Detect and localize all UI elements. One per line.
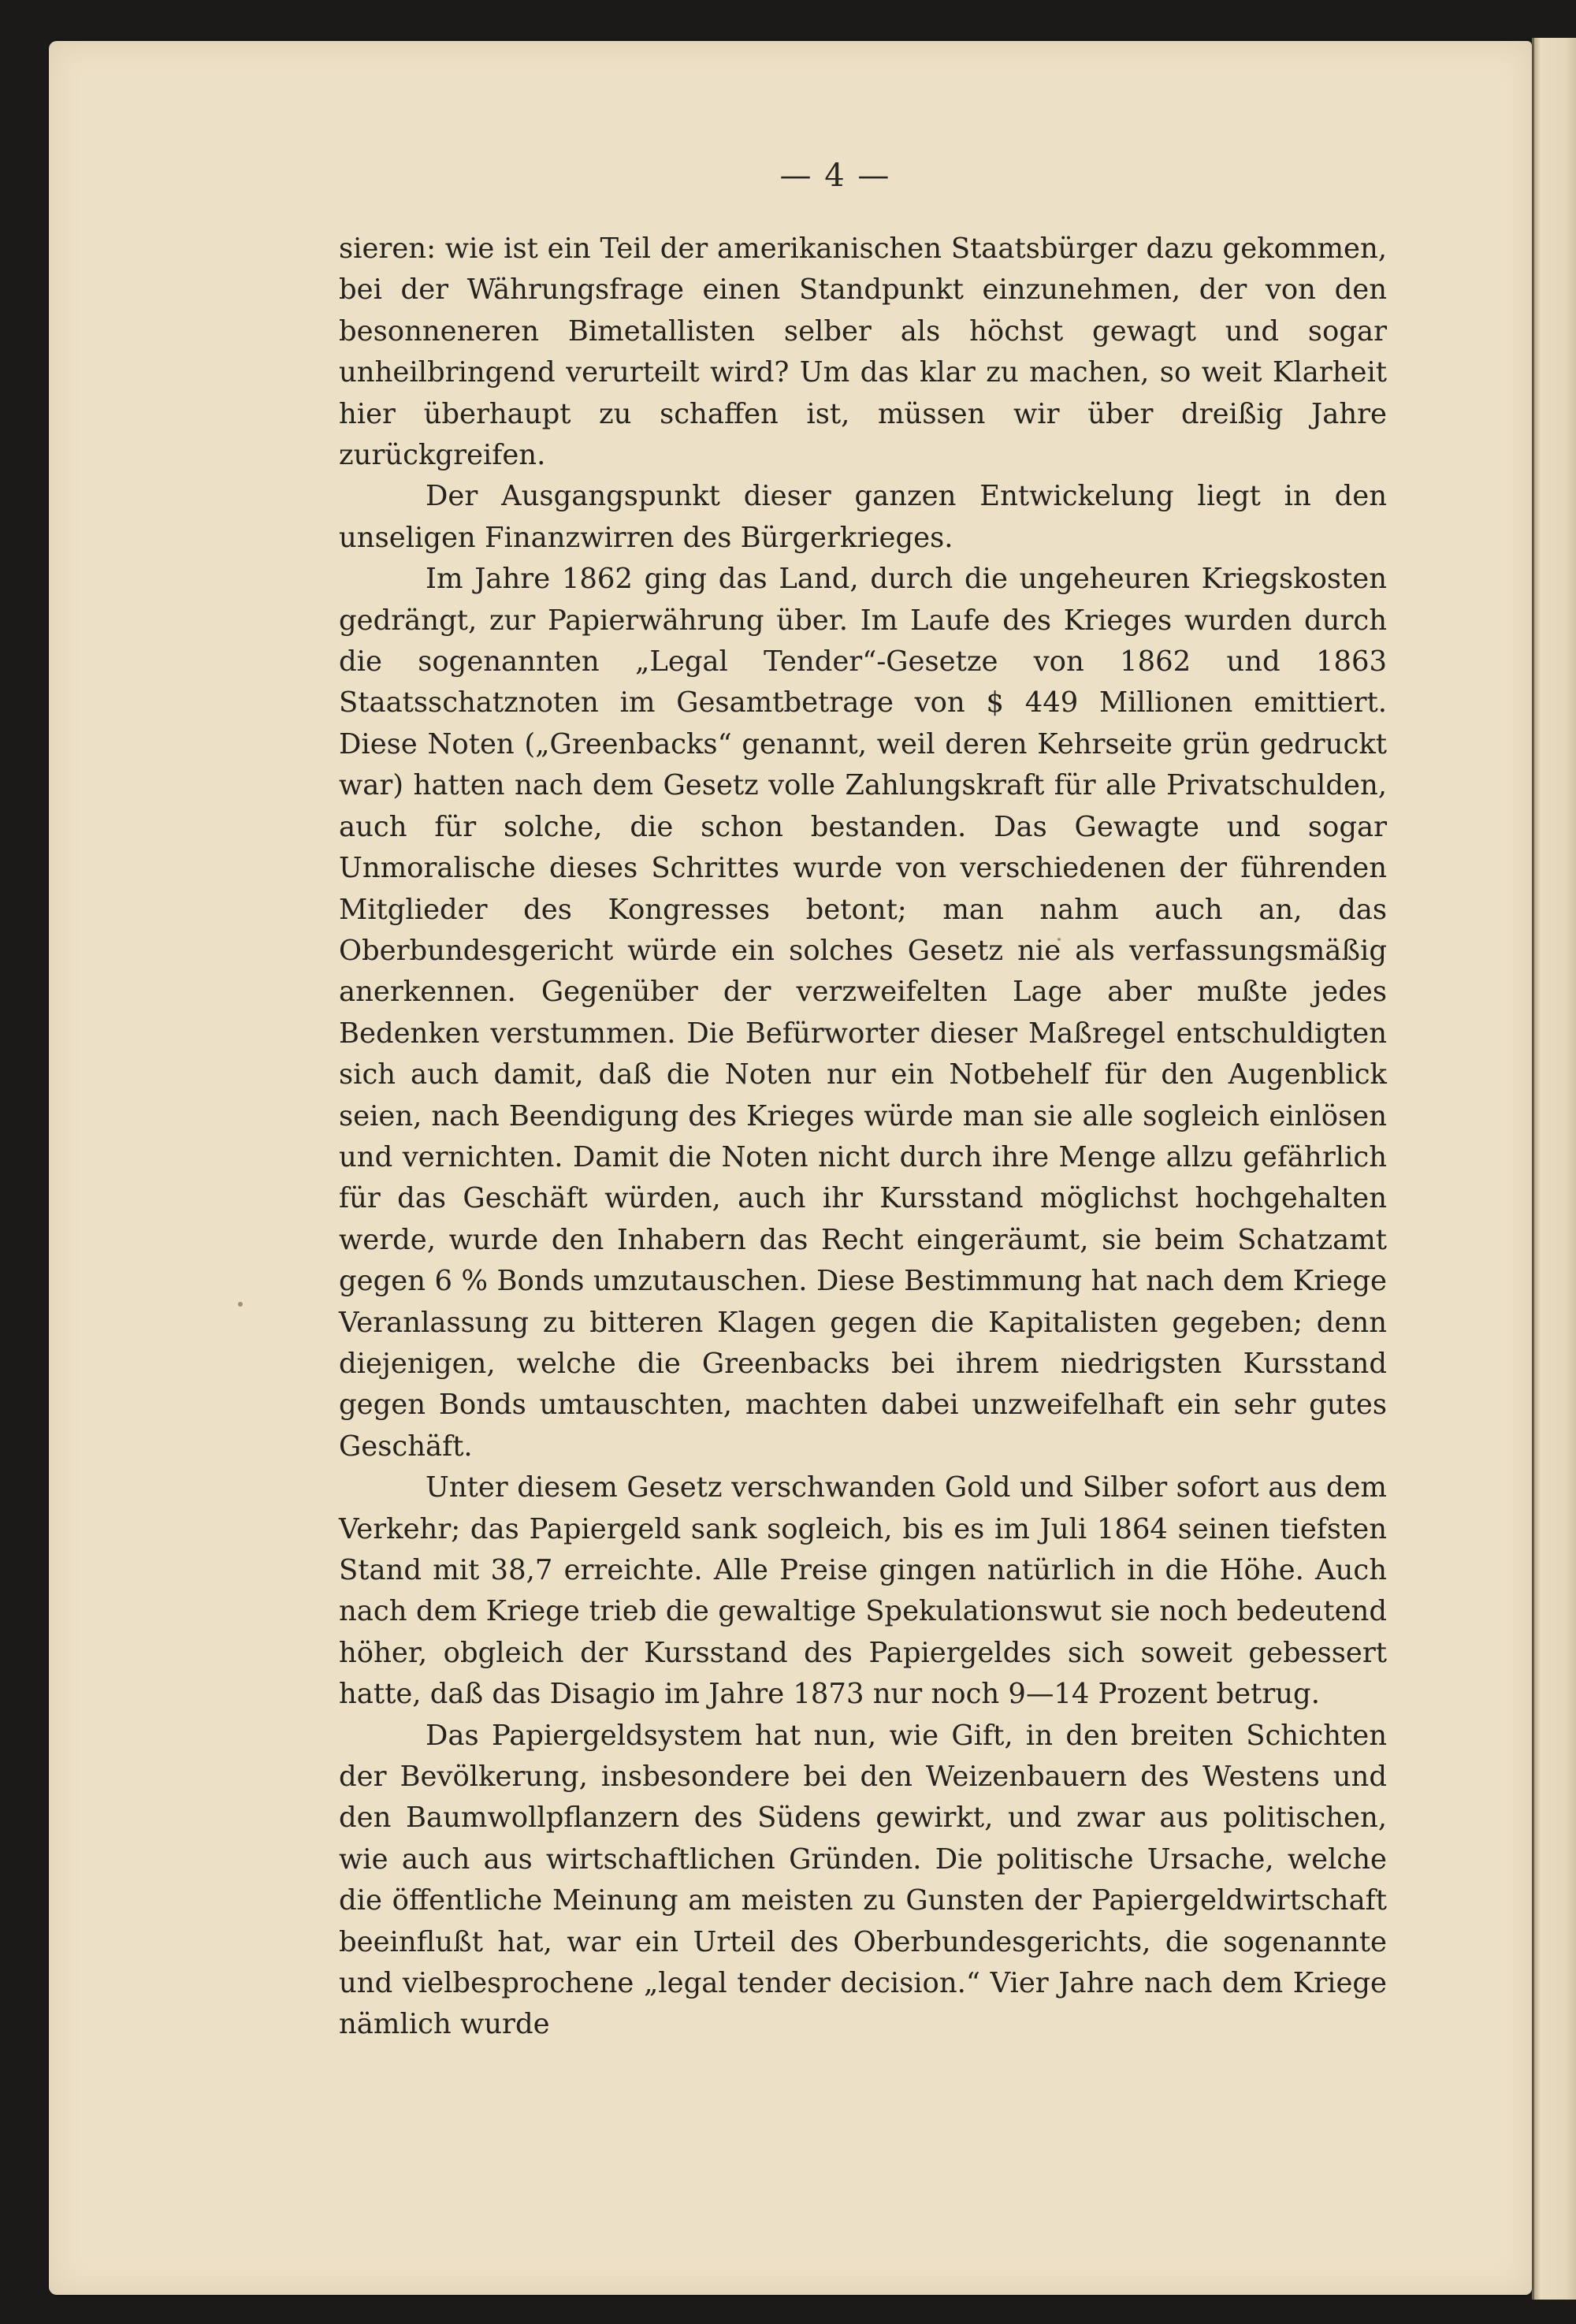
body-text [339, 229, 1387, 2088]
page-number: — 4 — [779, 158, 891, 194]
paragraph: sieren: wie ist ein Teil der amerikanischen Staatsbürger dazu gekommen, bei der Währungsfrage einen Standpunkt einzunehmen, der von den besonneneren Bimetallisten selber als höchst gewagt und sogar unheilbringend verurteilt wird? Um das klar zu machen, so weit Klarheit hier überhaupt zu schaffen ist, müssen wir über dreißig Jahre zurückgreifen. [339, 232, 1387, 472]
paper-speck [238, 1302, 243, 1307]
paragraph: Das Papiergeldsystem hat nun, wie Gift, in den breiten Schichten der Bevölkerung, insbesondere bei den Weizenbauern des Westens und den Baumwollpflanzern des Südens gewirkt, und zwar aus politischen, wie auch aus wirtschaftlichen Gründen. Die politische Ursache, welche die öffentliche Meinung am meisten zu Gunsten der Papiergeldwirtschaft beeinflußt hat, war ein Urteil des Oberbundesgerichts, die sogenannte und vielbesprochene „legal tender decision.“ Vier Jahre nach dem Kriege nämlich wurde [339, 1719, 1387, 2041]
paragraph: Der Ausgangspunkt dieser ganzen Entwickelung liegt in den unseligen Finanzwirren des Bürgerkrieges. [339, 480, 1387, 554]
paragraph: Im Jahre 1862 ging das Land, durch die ungeheuren Kriegskosten gedrängt, zur Papierwährung über. Im Laufe des Krieges wurden durch die sogenannten „Legal Tender“-Gesetze von 1862 und 1863 Staatsschatznoten im Gesamtbetrage von $ 449 Millionen emittiert. Diese Noten („Greenbacks“ genannt, weil deren Kehrseite grün gedruckt war) hatten nach dem Gesetz volle Zahlungskraft für alle Privatschulden, auch für solche, die schon bestanden. Das Gewagte und sogar Unmoralische dieses Schrittes wurde von verschiedenen der führenden Mitglieder des Kongresses betont; man nahm auch an, das Oberbundesgericht würde ein solches Gesetz nie als verfassungsmäßig anerkennen. Gegenüber der verzweifelten Lage aber mußte jedes Bedenken verstummen. Die Befürworter dieser Maßregel entschuldigten sich auch damit, daß die Noten nur ein Notbehelf für den Augenblick seien, nach Beendigung des Krieges würde man sie alle sogleich einlösen und vernichten. Damit die Noten nicht durch ihre Menge allzu gefährlich für das Geschäft würden, auch ihr Kursstand möglichst hochgehalten werde, wurde den Inhabern das Recht eingeräumt, sie beim Schatzamt gegen 6 % Bonds umzutauschen. Diese Bestimmung hat nach dem Kriege Veranlassung zu bitteren Klagen gegen die Kapitalisten gegeben; denn diejenigen, welche die Greenbacks bei ihrem niedrigsten Kursstand gegen Bonds umtauschten, machten dabei unzweifelhaft ein sehr gutes Geschäft. [339, 563, 1387, 1463]
next-page-edge [1532, 38, 1576, 2300]
paragraph: Unter diesem Gesetz verschwanden Gold und Silber sofort aus dem Verkehr; das Papiergeld sank sogleich, bis es im Juli 1864 seinen tiefsten Stand mit 38,7 erreichte. Alle Preise gingen natürlich in die Höhe. Auch nach dem Kriege trieb die gewaltige Spekulationswut sie noch bedeutend höher, obgleich der Kursstand des Papiergeldes sich soweit gebessert hatte, daß das Disagio im Jahre 1873 nur noch 9—14 Prozent betrug. [339, 1471, 1387, 1711]
